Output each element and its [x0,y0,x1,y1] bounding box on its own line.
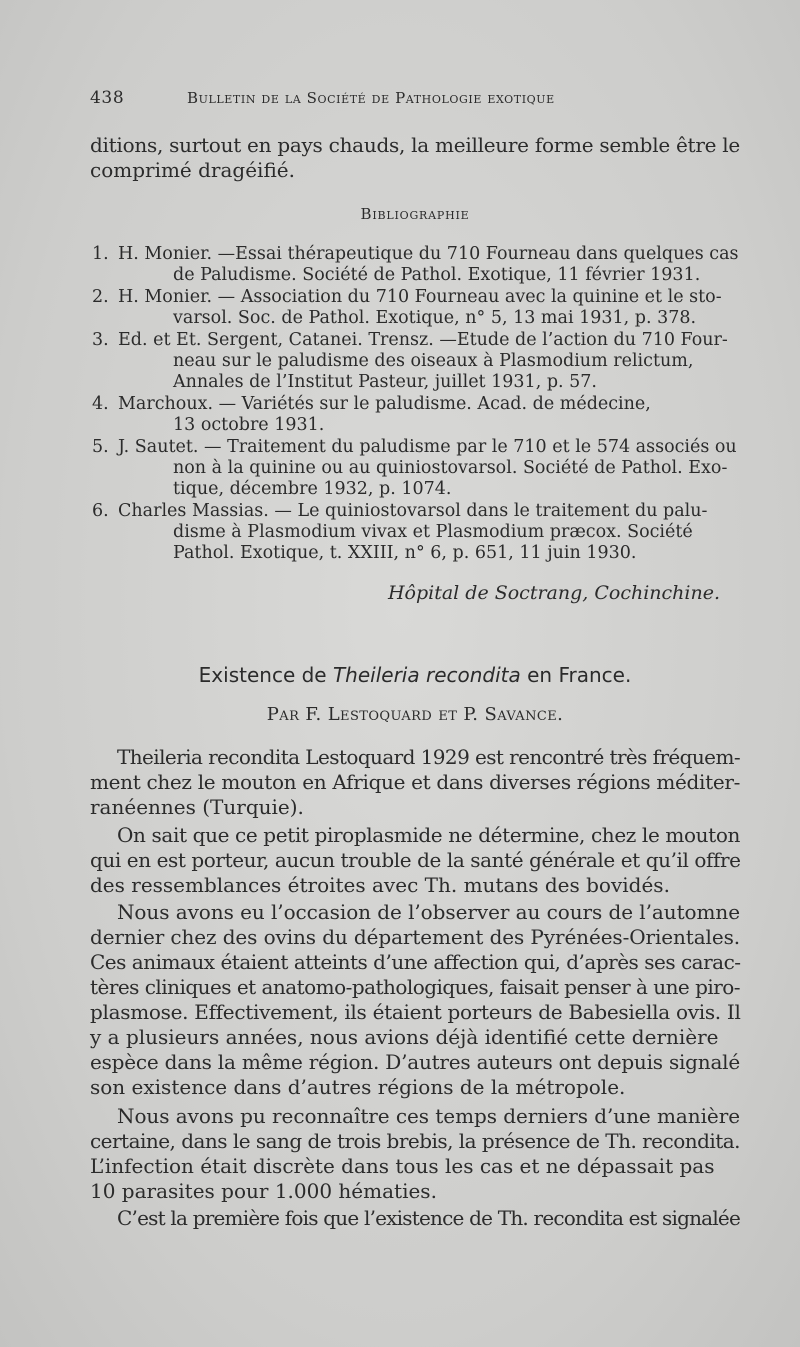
bib-line: H. Monier. — Association du 710 Fourneau avec la quinine et le sto- [118,287,722,307]
bib-number: 4. [92,394,109,414]
title-species: Theileria recondita [332,663,521,687]
bib-line: de Paludisme. Société de Pathol. Exotique, 11 février 1931. [173,265,701,285]
bib-line: 13 octobre 1931. [173,415,325,435]
bib-line: H. Monier. —Essai thérapeutique du 710 Fourneau dans quelques cas [118,244,739,264]
text-line: plasmose. Effectivement, ils étaient porteurs de Babesiella ovis. Il [90,1000,741,1024]
text-line: espèce dans la même région. D’autres auteurs ont depuis signalé [90,1050,740,1074]
bib-line: J. Sautet. — Traitement du paludisme par le 710 et le 574 associés ou [118,437,737,457]
text-line: y a plusieurs années, nous avions déjà identifié cette dernière [90,1025,719,1049]
article-authors: Par F. Lestoquard et P. Savance. [266,704,564,725]
bib-line: Charles Massias. — Le quiniostovarsol dans le traitement du palu- [118,501,708,521]
bib-line: Ed. et Et. Sergent, Catanei. Trensz. —Etude de l’action du 710 Four- [118,330,728,350]
bib-line: tique, décembre 1932, p. 1074. [173,479,452,499]
intro-line-2: comprimé dragéifié. [90,158,295,182]
bib-number: 1. [92,244,109,264]
affiliation: Hôpital de Soctrang, Cochinchine. [387,582,720,604]
text-line: Theileria recondita Lestoquard 1929 est rencontré très fréquem- [117,745,740,769]
text-line: tères cliniques et anatomo-pathologiques, faisait penser à une piro- [90,975,740,999]
bib-number: 2. [92,287,109,307]
title-part: en France. [520,663,632,687]
bib-line: Marchoux. — Variétés sur le paludisme. Acad. de médecine, [118,394,651,414]
text-line: On sait que ce petit piroplasmide ne détermine, chez le mouton [117,823,741,847]
text-line: qui en est porteur, aucun trouble de la santé générale et qu’il offre [90,848,741,872]
text-line: dernier chez des ovins du département des Pyrénées-Orientales. [90,925,741,949]
bib-line: Annales de l’Institut Pasteur, juillet 1931, p. 57. [173,372,597,392]
running-title: Bulletin de la Société de Pathologie exotique [187,89,555,107]
bib-line: Pathol. Exotique, t. XXIII, n° 6, p. 651, 11 juin 1930. [173,543,637,563]
text-line: ranéennes (Turquie). [90,795,304,819]
bib-line: non à la quinine ou au quiniostovarsol. Société de Pathol. Exo- [173,458,728,478]
bib-line: neau sur le paludisme des oiseaux à Plasmodium relictum, [173,351,694,371]
text-line: 10 parasites pour 1.000 hématies. [90,1179,437,1203]
text-line: ment chez le mouton en Afrique et dans diverses régions méditer- [90,770,741,794]
bib-number: 6. [92,501,109,521]
text-line: des ressemblances étroites avec Th. mutans des bovidés. [90,873,670,897]
page-number: 438 [90,88,125,108]
intro-line-1: ditions, surtout en pays chauds, la meilleure forme semble être le [90,133,740,157]
text-line: son existence dans d’autres régions de la métropole. [90,1075,626,1099]
bib-line: disme à Plasmodium vivax et Plasmodium præcox. Société [173,522,693,542]
text-line: Nous avons pu reconnaître ces temps derniers d’une manière [117,1104,740,1128]
bib-number: 3. [92,330,109,350]
bib-line: varsol. Soc. de Pathol. Exotique, n° 5, 13 mai 1931, p. 378. [173,308,697,328]
text-line: certaine, dans le sang de trois brebis, la présence de Th. recondita. [90,1129,741,1153]
title-part: Existence de [198,663,333,687]
text-line: Ces animaux étaient atteints d’une affection qui, d’après ses carac- [90,950,741,974]
text-line: Nous avons eu l’occasion de l’observer au cours de l’automne [117,900,741,924]
text-line: C’est la première fois que l’existence de Th. recondita est signalée [117,1206,741,1230]
text-line: L’infection était discrète dans tous les cas et ne dépassait pas [90,1154,715,1178]
bibliography-heading: Bibliographie [360,205,470,223]
bib-number: 5. [92,437,109,457]
article-title [90,663,740,687]
